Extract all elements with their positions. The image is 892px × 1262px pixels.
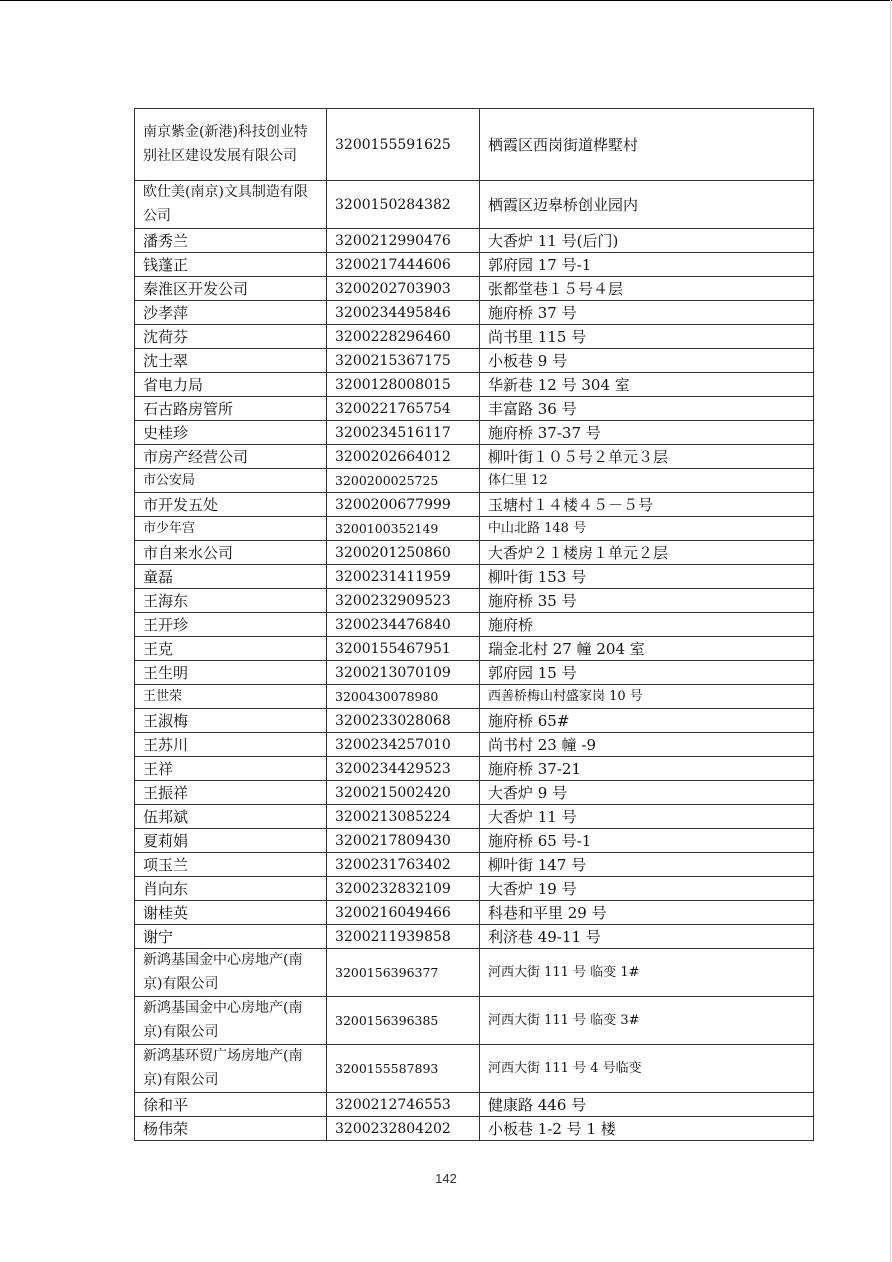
- name-cell: 项玉兰: [135, 853, 327, 877]
- code-cell: 3200232909523: [327, 589, 480, 613]
- name-cell: 潘秀兰: [135, 229, 327, 253]
- name-cell: 王开珍: [135, 613, 327, 637]
- code-cell: 3200215002420: [327, 781, 480, 805]
- address-cell: 施府桥 35 号: [480, 589, 814, 613]
- code-cell: 3200200677999: [327, 493, 480, 517]
- table-row: [135, 253, 814, 277]
- table-row: [135, 949, 814, 997]
- code-cell: 3200234429523: [327, 757, 480, 781]
- table-row: [135, 325, 814, 349]
- table-row: [135, 541, 814, 565]
- table-row: [135, 685, 814, 709]
- table-row: [135, 469, 814, 493]
- name-cell: 谢桂英: [135, 901, 327, 925]
- table-row: [135, 1093, 814, 1117]
- address-cell: 大香炉 9 号: [480, 781, 814, 805]
- table-row: [135, 373, 814, 397]
- name-cell: 新鸿基国金中心房地产(南京)有限公司: [135, 949, 327, 997]
- address-cell: 施府桥 37 号: [480, 301, 814, 325]
- name-cell: 伍邦斌: [135, 805, 327, 829]
- table-row: [135, 661, 814, 685]
- name-cell: 市开发五处: [135, 493, 327, 517]
- code-cell: 3200213070109: [327, 661, 480, 685]
- code-cell: 3200217444606: [327, 253, 480, 277]
- name-cell: 市少年宫: [135, 517, 327, 541]
- name-cell: 市房产经营公司: [135, 445, 327, 469]
- name-cell: 谢宁: [135, 925, 327, 949]
- address-cell: 小板巷 9 号: [480, 349, 814, 373]
- table-row: [135, 349, 814, 373]
- address-cell: 施府桥 37-37 号: [480, 421, 814, 445]
- table-row: [135, 829, 814, 853]
- right-border-line: [890, 0, 891, 1262]
- code-cell: 3200212990476: [327, 229, 480, 253]
- table-row: [135, 613, 814, 637]
- address-cell: 施府桥 65#: [480, 709, 814, 733]
- code-cell: 3200128008015: [327, 373, 480, 397]
- code-cell: 3200232832109: [327, 877, 480, 901]
- code-cell: 3200228296460: [327, 325, 480, 349]
- name-cell: 新鸿基国金中心房地产(南京)有限公司: [135, 997, 327, 1045]
- address-cell: 大香炉２１楼房１单元２层: [480, 541, 814, 565]
- table-row: [135, 301, 814, 325]
- code-cell: 3200232804202: [327, 1117, 480, 1141]
- table-row: [135, 493, 814, 517]
- name-cell: 秦淮区开发公司: [135, 277, 327, 301]
- code-cell: 3200156396385: [327, 997, 480, 1045]
- code-cell: 3200234476840: [327, 613, 480, 637]
- address-cell: 小板巷 1-2 号 1 楼: [480, 1117, 814, 1141]
- address-cell: 中山北路 148 号: [480, 517, 814, 541]
- name-cell: 童磊: [135, 565, 327, 589]
- address-cell: 河西大街 111 号 4 号临变: [480, 1045, 814, 1093]
- name-cell: 南京紫金(新港)科技创业特别社区建设发展有限公司: [135, 109, 327, 181]
- table-row: [135, 397, 814, 421]
- name-cell: 市公安局: [135, 469, 327, 493]
- table-row: [135, 421, 814, 445]
- address-cell: 张都堂巷１５号４层: [480, 277, 814, 301]
- code-cell: 3200213085224: [327, 805, 480, 829]
- name-cell: 石古路房管所: [135, 397, 327, 421]
- code-cell: 3200216049466: [327, 901, 480, 925]
- top-border-line: [0, 0, 892, 1]
- name-cell: 史桂珍: [135, 421, 327, 445]
- address-cell: 郭府园 15 号: [480, 661, 814, 685]
- code-cell: 3200100352149: [327, 517, 480, 541]
- table-row: [135, 805, 814, 829]
- name-cell: 省电力局: [135, 373, 327, 397]
- name-cell: 王淑梅: [135, 709, 327, 733]
- name-cell: 肖向东: [135, 877, 327, 901]
- table-row: [135, 853, 814, 877]
- code-cell: 3200212746553: [327, 1093, 480, 1117]
- code-cell: 3200231411959: [327, 565, 480, 589]
- address-cell: 柳叶街 153 号: [480, 565, 814, 589]
- records-table-body: [135, 109, 814, 1141]
- name-cell: 徐和平: [135, 1093, 327, 1117]
- address-cell: 柳叶街１０５号２单元３层: [480, 445, 814, 469]
- table-row: [135, 517, 814, 541]
- address-cell: 郭府园 17 号-1: [480, 253, 814, 277]
- code-cell: 3200234257010: [327, 733, 480, 757]
- address-cell: 西善桥梅山村盛家岗 10 号: [480, 685, 814, 709]
- address-cell: 华新巷 12 号 304 室: [480, 373, 814, 397]
- name-cell: 沙孝萍: [135, 301, 327, 325]
- code-cell: 3200155591625: [327, 109, 480, 181]
- table-row: [135, 109, 814, 181]
- name-cell: 王克: [135, 637, 327, 661]
- table-row: [135, 445, 814, 469]
- name-cell: 王祥: [135, 757, 327, 781]
- code-cell: 3200150284382: [327, 181, 480, 229]
- table-row: [135, 877, 814, 901]
- code-cell: 3200202703903: [327, 277, 480, 301]
- table-row: [135, 1117, 814, 1141]
- code-cell: 3200234516117: [327, 421, 480, 445]
- address-cell: 施府桥: [480, 613, 814, 637]
- name-cell: 王海东: [135, 589, 327, 613]
- name-cell: 杨伟荣: [135, 1117, 327, 1141]
- table-row: [135, 733, 814, 757]
- name-cell: 王世荣: [135, 685, 327, 709]
- page-number: 142: [435, 1171, 457, 1186]
- table-row: [135, 637, 814, 661]
- address-cell: 柳叶街 147 号: [480, 853, 814, 877]
- address-cell: 施府桥 37-21: [480, 757, 814, 781]
- address-cell: 施府桥 65 号-1: [480, 829, 814, 853]
- code-cell: 3200200025725: [327, 469, 480, 493]
- address-cell: 体仁里 12: [480, 469, 814, 493]
- table-row: [135, 565, 814, 589]
- code-cell: 3200156396377: [327, 949, 480, 997]
- name-cell: 王苏川: [135, 733, 327, 757]
- code-cell: 3200155587893: [327, 1045, 480, 1093]
- name-cell: 夏莉娟: [135, 829, 327, 853]
- address-cell: 栖霞区西岗街道桦墅村: [480, 109, 814, 181]
- name-cell: 沈士翠: [135, 349, 327, 373]
- code-cell: 3200202664012: [327, 445, 480, 469]
- table-row: [135, 757, 814, 781]
- table-row: [135, 1045, 814, 1093]
- name-cell: 钱蓬正: [135, 253, 327, 277]
- table-row: [135, 589, 814, 613]
- table-row: [135, 997, 814, 1045]
- address-cell: 尚书村 23 幢 -9: [480, 733, 814, 757]
- address-cell: 河西大街 111 号 临变 3#: [480, 997, 814, 1045]
- table-row: [135, 181, 814, 229]
- code-cell: 3200234495846: [327, 301, 480, 325]
- code-cell: 3200201250860: [327, 541, 480, 565]
- name-cell: 沈荷芬: [135, 325, 327, 349]
- name-cell: 王振祥: [135, 781, 327, 805]
- name-cell: 王生明: [135, 661, 327, 685]
- address-cell: 大香炉 19 号: [480, 877, 814, 901]
- table-row: [135, 229, 814, 253]
- address-cell: 栖霞区迈皋桥创业园内: [480, 181, 814, 229]
- address-cell: 尚书里 115 号: [480, 325, 814, 349]
- address-cell: 丰富路 36 号: [480, 397, 814, 421]
- address-cell: 玉塘村１４楼４５－５号: [480, 493, 814, 517]
- address-cell: 利济巷 49-11 号: [480, 925, 814, 949]
- table-row: [135, 901, 814, 925]
- address-cell: 大香炉 11 号(后门): [480, 229, 814, 253]
- address-cell: 健康路 446 号: [480, 1093, 814, 1117]
- name-cell: 欧仕美(南京)文具制造有限公司: [135, 181, 327, 229]
- address-cell: 瑞金北村 27 幢 204 室: [480, 637, 814, 661]
- code-cell: 3200430078980: [327, 685, 480, 709]
- table-row: [135, 709, 814, 733]
- code-cell: 3200211939858: [327, 925, 480, 949]
- code-cell: 3200215367175: [327, 349, 480, 373]
- address-cell: 大香炉 11 号: [480, 805, 814, 829]
- name-cell: 新鸿基环贸广场房地产(南京)有限公司: [135, 1045, 327, 1093]
- code-cell: 3200233028068: [327, 709, 480, 733]
- table-row: [135, 277, 814, 301]
- code-cell: 3200155467951: [327, 637, 480, 661]
- code-cell: 3200231763402: [327, 853, 480, 877]
- code-cell: 3200217809430: [327, 829, 480, 853]
- table-row: [135, 781, 814, 805]
- address-cell: 科巷和平里 29 号: [480, 901, 814, 925]
- table-row: [135, 925, 814, 949]
- records-table: [134, 108, 814, 1141]
- name-cell: 市自来水公司: [135, 541, 327, 565]
- code-cell: 3200221765754: [327, 397, 480, 421]
- address-cell: 河西大街 111 号 临变 1#: [480, 949, 814, 997]
